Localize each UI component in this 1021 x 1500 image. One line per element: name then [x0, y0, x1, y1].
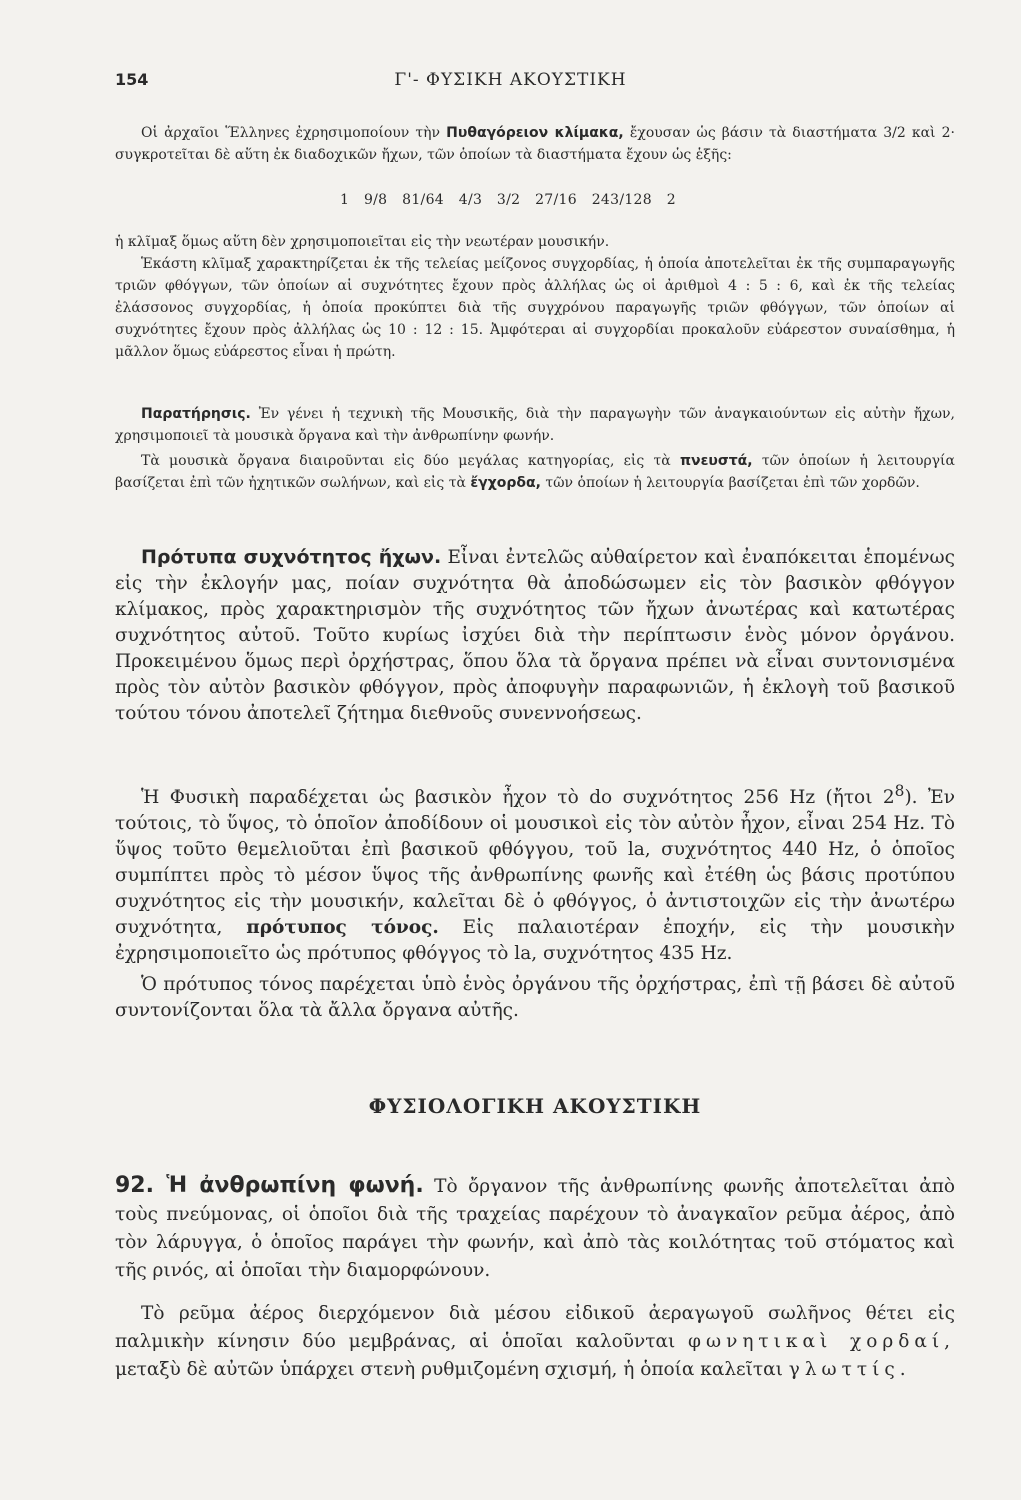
text-span: μεταξὺ δὲ αὐτῶν ὑπάρχει στενὴ ρυθμιζομένη σχισμή, ἡ ὁποία καλεῖται: [115, 1359, 789, 1380]
section-heading: ΦΥΣΙΟΛΟΓΙΚΗ ΑΚΟΥΣΤΙΚΗ: [368, 1094, 702, 1118]
text-span: Τὸ ρεῦμα ἀέρος διερχόμενον διὰ μέσου εἰδικοῦ ἀεραγωγοῦ σωλῆνος θέτει εἰς παλμικὴν κίνησιν δύο μεμβράνας, αἱ ὁποῖαι καλοῦνται: [115, 1303, 955, 1352]
paragraph-vocal-cords: [115, 1300, 955, 1384]
text-span: Εἶναι ἐντελῶς αὐθαίρετον καὶ ἐναπόκειται ἑπομένως εἰς τὴν ἐκλογήν μας, ποίαν συχνότητα θὰ ἀποδώσωμεν εἰς τὸν βασικὸν φθόγγον κλίμακος, πρὸς χαρακτηρισμὸν τῆς συχνότητος τῶν ἤχων ἀνωτέρας καὶ κατωτέρας συχνότητος αὐτοῦ. Τοῦτο κυρίως ἰσχύει διὰ τὴν περίπτωσιν ἑνὸς μόνον ὀργάνου. Προκειμένου ὅμως περὶ ὀρχήστρας, ὅπου ὅλα τὰ ὄργανα πρέπει νὰ εἶναι συντονισμένα πρὸς τὸν αὐτὸν βασικὸν φθόγγον, πρὸς ἀποφυγὴν παραφωνιῶν, ἡ ἐκλογὴ τοῦ βασικοῦ τούτου τόνου ἀποτελεῖ ζήτημα διεθνοῦς συνεννοήσεως.: [115, 547, 955, 724]
text-span: Ἡ Φυσικὴ παραδέχεται ὡς βασικὸν ἦχον τὸ do συχνότητος 256 Hz (ἤτοι 2: [141, 787, 895, 809]
text-span: Τὸ ὄργανον τῆς ἀνθρωπίνης φωνῆς ἀποτελεῖται ἀπὸ τοὺς πνεύμονας, οἱ ὁποῖοι διὰ τῆς τραχείας παρέχουν τὸ ἀναγκαῖον ρεῦμα ἀέρος, ἀπὸ τὸν λάρυγγα, ὁ ὁποῖος παράγει τὴν φωνήν, καὶ ἀπὸ τὰς κοιλότητας τοῦ στόματος καὶ τῆς ρινός, αἱ ὁποῖαι τὴν διαμορφώνουν.: [115, 1176, 955, 1281]
spaced-term: φωνητικαὶ χορδαί,: [688, 1331, 955, 1352]
superscript: 8: [894, 782, 905, 800]
remark-title: Παρατήρησις.: [141, 406, 251, 422]
section-92-heading: 92. Ἡ ἀνθρωπίνη φωνή.: [115, 1173, 424, 1198]
page-number: 154: [115, 70, 149, 89]
text-span: ἔχουσαν ὡς βάσιν τὰ διαστήματα 3/2 καὶ 2· συγκροτεῖται δὲ αὕτη ἐκ διαδοχικῶν ἤχων, τῶν ὁποίων τὰ διαστήματα ἔχουν ὡς ἑξῆς:: [115, 125, 955, 163]
text-span: τῶν ὁποίων ἡ λειτουργία βασίζεται ἐπὶ τῶν ἠχητικῶν σωλήνων, καὶ εἰς τὰ: [115, 453, 955, 491]
paragraph-modern-music: ἡ κλῖμαξ ὅμως αὕτη δὲν χρησιμοποιεῖται εἰς τὴν νεωτέραν μουσικήν.: [115, 234, 610, 250]
interval-ratios: 1 9/8 81/64 4/3 3/2 27/16 243/128 2: [340, 192, 676, 208]
bold-term: ἔγχορδα,: [470, 475, 541, 491]
text-span: Τὰ μουσικὰ ὄργανα διαιροῦνται εἰς δύο μεγάλας κατηγορίας, εἰς τὰ: [141, 453, 680, 469]
spaced-term: γλωττίς.: [788, 1359, 911, 1380]
text-span: Οἱ ἀρχαῖοι Ἕλληνες ἐχρησιμοποίουν τὴν: [141, 125, 447, 141]
paragraph-frequency-standards: [115, 544, 955, 727]
running-title: Γ'- ΦΥΣΙΚΗ ΑΚΟΥΣΤΙΚΗ: [394, 70, 627, 90]
run-in-heading: Πρότυπα συχνότητος ἤχων.: [141, 546, 442, 568]
paragraph-remark: [115, 403, 955, 447]
paragraph-chords: Ἑκάστη κλῖμαξ χαρακτηρίζεται ἐκ τῆς τελείας μείζονος συγχορδίας, ἡ ὁποία ἀποτελεῖται ἐκ τῆς συμπαραγωγῆς τριῶν φθόγγων, τῶν ὁποίων αἱ συχνότητες ἔχουν πρὸς ἀλλήλας ὡς οἱ ἀριθμοὶ 4 : 5 : 6, καὶ ἐκ τῆς τελείας ἐλάσσονος συγχορδίας, ἡ ὁποία προκύπτει διὰ τῆς συγχρόνου παραγωγῆς τριῶν φθόγγων, τῶν ὁποίων αἱ συχνότητες ἔχουν πρὸς ἀλλήλας ὡς 10 : 12 : 15. Ἀμφότεραι αἱ συγχορδίαι προκαλοῦν εὐάρεστον συναίσθημα, ἡ μᾶλλον ὅμως εὐάρεστος εἶναι ἡ πρώτη.: [115, 256, 955, 360]
paragraph-pythagorean-scale: [115, 122, 955, 166]
text-span: Εἰς παλαιοτέραν ἐποχήν, εἰς τὴν μουσικὴν ἐχρησιμοποιεῖτο ὡς πρότυπος φθόγγος τὸ la, συχνότητος 435 Hz.: [115, 917, 955, 965]
bold-term: πρότυπος τόνος.: [246, 917, 439, 939]
text-span: ). Ἐν τούτοις, τὸ ὕψος, τὸ ὁποῖον ἀποδίδουν οἱ μουσικοὶ εἰς τὸν αὐτὸν ἦχον, εἶναι 254 Hz. Τὸ ὕψος τοῦτο θεμελιοῦται ἐπὶ βασικοῦ φθόγγου, τοῦ la, συχνότητος 440 Hz, ὁ ὁποῖος συμπίπτει πρὸς τὸ μέσον ὕψος τῆς ἀνθρωπίνης φωνῆς καὶ ἐτέθη ὡς βάσις προτύπου συχνότητος εἰς τὴν μουσικήν, καλεῖται δὲ ὁ φθόγγος, ὁ ἀντιστοιχῶν εἰς τὴν ἀνωτέρω συχνότητα,: [115, 787, 955, 939]
page-header: [115, 70, 906, 94]
bold-term: πνευστά,: [679, 453, 753, 469]
text-span: τῶν ὁποίων ἡ λειτουργία βασίζεται ἐπὶ τῶν χορδῶν.: [540, 475, 920, 491]
paragraph-human-voice: [115, 1172, 955, 1285]
bold-term: Πυθαγόρειον κλίμακα,: [446, 125, 624, 141]
paragraph-standard-pitch: [115, 778, 955, 967]
paragraph-instruments: [115, 450, 955, 494]
paragraph-orchestra-tuning: Ὁ πρότυπος τόνος παρέχεται ὑπὸ ἑνὸς ὀργάνου τῆς ὀρχήστρας, ἐπὶ τῇ βάσει δὲ αὐτοῦ συντονίζονται ὅλα τὰ ἄλλα ὄργανα αὐτῆς.: [115, 974, 955, 1021]
text-span: Ἐν γένει ἡ τεχνικὴ τῆς Μουσικῆς, διὰ τὴν παραγωγὴν τῶν ἀναγκαιούντων εἰς αὐτὴν ἤχων, χρησιμοποιεῖ τὰ μουσικὰ ὄργανα καὶ τὴν ἀνθρωπίνην φωνήν.: [115, 406, 955, 444]
